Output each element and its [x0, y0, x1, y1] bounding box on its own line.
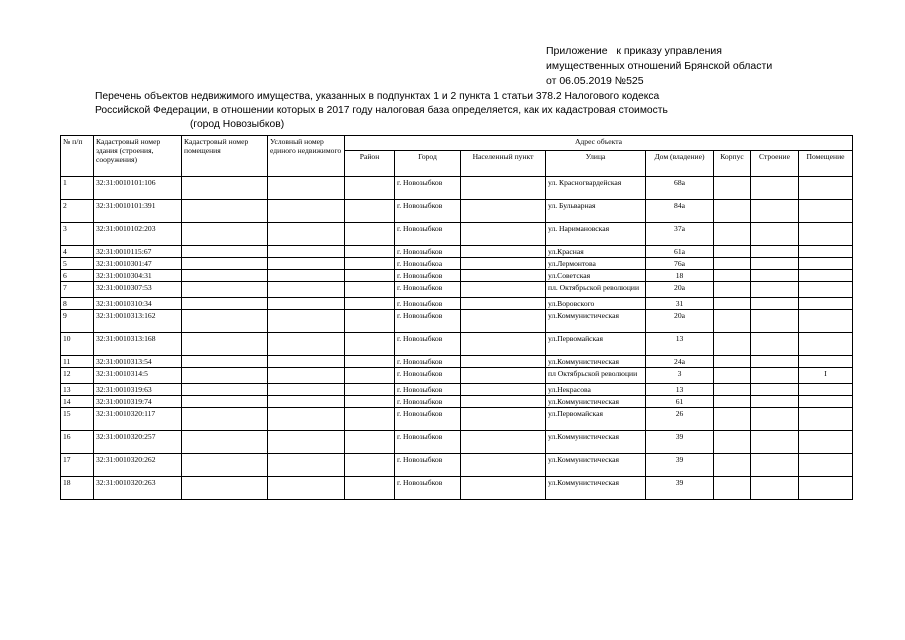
- cell-street: ул.Коммунистическая: [546, 356, 646, 368]
- cell-house: 39: [646, 477, 714, 500]
- cell-room: [799, 477, 853, 500]
- table-row: [61, 396, 853, 408]
- cell-building: [751, 477, 799, 500]
- cell-building: [751, 333, 799, 356]
- cell-street: ул.Коммунистическая: [546, 431, 646, 454]
- cell-cond-number: [268, 258, 345, 270]
- cell-district: [345, 356, 395, 368]
- cell-cad-room: [182, 356, 268, 368]
- table-row: [61, 298, 853, 310]
- cell-street: ул.Коммунистическая: [546, 310, 646, 333]
- cell-house: 20а: [646, 282, 714, 298]
- table-row: [61, 200, 853, 223]
- appendix-line-3: от 06.05.2019 №525: [546, 75, 644, 87]
- table-row: [61, 282, 853, 298]
- cell-num: 17: [61, 454, 94, 477]
- cell-settlement: [461, 177, 546, 200]
- cell-street: ул.Коммунистическая: [546, 454, 646, 477]
- cell-cad-room: [182, 384, 268, 396]
- cell-cad-room: [182, 298, 268, 310]
- cell-city: г. Новозыбков: [395, 223, 461, 246]
- cell-cad-building: 32:31:0010115:67: [94, 246, 182, 258]
- cell-street: ул.Советская: [546, 270, 646, 282]
- table-body: [61, 177, 853, 500]
- cell-cad-building: 32:31:0010304:31: [94, 270, 182, 282]
- cell-house: 61а: [646, 246, 714, 258]
- table-row: [61, 333, 853, 356]
- cell-num: 13: [61, 384, 94, 396]
- cell-cond-number: [268, 408, 345, 431]
- cell-room: [799, 333, 853, 356]
- cell-cond-number: [268, 177, 345, 200]
- cell-cond-number: [268, 282, 345, 298]
- cell-house: 84а: [646, 200, 714, 223]
- cell-building: [751, 454, 799, 477]
- cell-room: [799, 223, 853, 246]
- header-korpus: Корпус: [714, 151, 751, 177]
- cell-house: 37а: [646, 223, 714, 246]
- cell-cond-number: [268, 396, 345, 408]
- cell-room: [799, 356, 853, 368]
- cell-district: [345, 246, 395, 258]
- cell-korpus: [714, 270, 751, 282]
- cell-district: [345, 310, 395, 333]
- cell-cad-room: [182, 454, 268, 477]
- header-cad-room: Кадастровый номер помещения: [182, 136, 268, 177]
- table-row: [61, 270, 853, 282]
- cell-cad-room: [182, 396, 268, 408]
- cell-cad-building: 32:31:0010313:162: [94, 310, 182, 333]
- cell-settlement: [461, 454, 546, 477]
- cell-district: [345, 223, 395, 246]
- cell-cond-number: [268, 200, 345, 223]
- cell-building: [751, 310, 799, 333]
- cell-cad-room: [182, 368, 268, 384]
- table-row: [61, 431, 853, 454]
- table-row: [61, 177, 853, 200]
- cell-cond-number: [268, 454, 345, 477]
- cell-district: [345, 368, 395, 384]
- cell-district: [345, 282, 395, 298]
- cell-district: [345, 431, 395, 454]
- cell-korpus: [714, 396, 751, 408]
- table-row: [61, 246, 853, 258]
- cell-num: 8: [61, 298, 94, 310]
- cell-house: 13: [646, 384, 714, 396]
- cell-house: 39: [646, 454, 714, 477]
- table-row: [61, 310, 853, 333]
- document-heading: [95, 90, 735, 132]
- cell-korpus: [714, 333, 751, 356]
- cell-city: г. Новозыбков: [395, 310, 461, 333]
- cell-city: г. Новозыбков: [395, 333, 461, 356]
- cell-cad-building: 32:31:0010101:106: [94, 177, 182, 200]
- cell-settlement: [461, 246, 546, 258]
- cell-cad-building: 32:31:0010101:391: [94, 200, 182, 223]
- appendix-note: [546, 44, 891, 89]
- cell-num: 7: [61, 282, 94, 298]
- header-cond-number: Условный номер единого недвижимого: [268, 136, 345, 177]
- cell-num: 15: [61, 408, 94, 431]
- cell-settlement: [461, 368, 546, 384]
- cell-room: [799, 384, 853, 396]
- appendix-line-1: Приложение к приказу управления: [546, 45, 722, 57]
- cell-num: 2: [61, 200, 94, 223]
- cell-building: [751, 298, 799, 310]
- cell-cond-number: [268, 310, 345, 333]
- header-room: Помещение: [799, 151, 853, 177]
- cell-room: [799, 431, 853, 454]
- header-cad-building: Кадастровый номер здания (строения, сооружения): [94, 136, 182, 177]
- cell-cad-room: [182, 477, 268, 500]
- cell-settlement: [461, 384, 546, 396]
- cell-cond-number: [268, 431, 345, 454]
- cell-korpus: [714, 298, 751, 310]
- cell-street: пл Октябрьской революции: [546, 368, 646, 384]
- cell-settlement: [461, 258, 546, 270]
- cell-cad-room: [182, 282, 268, 298]
- cell-house: 24а: [646, 356, 714, 368]
- table-row: [61, 258, 853, 270]
- cell-settlement: [461, 310, 546, 333]
- cell-street: ул.Некрасова: [546, 384, 646, 396]
- cell-cad-room: [182, 223, 268, 246]
- cell-cad-building: 32:31:0010320:263: [94, 477, 182, 500]
- cell-street: ул.Лермонтова: [546, 258, 646, 270]
- cell-cad-building: 32:31:0010313:168: [94, 333, 182, 356]
- table-row: [61, 384, 853, 396]
- cell-room: [799, 200, 853, 223]
- cell-num: 12: [61, 368, 94, 384]
- cell-settlement: [461, 356, 546, 368]
- cell-district: [345, 298, 395, 310]
- cell-cad-room: [182, 431, 268, 454]
- cell-house: 39: [646, 431, 714, 454]
- cell-room: [799, 396, 853, 408]
- cell-cad-building: 32:31:0010301:47: [94, 258, 182, 270]
- cell-building: [751, 356, 799, 368]
- cell-korpus: [714, 282, 751, 298]
- cell-cad-room: [182, 200, 268, 223]
- cell-cad-room: [182, 310, 268, 333]
- cell-city: г. Новозыбков: [395, 356, 461, 368]
- cell-cond-number: [268, 298, 345, 310]
- cell-street: ул.Воровского: [546, 298, 646, 310]
- cell-settlement: [461, 270, 546, 282]
- cell-cond-number: [268, 223, 345, 246]
- cell-street: ул.Первомайская: [546, 408, 646, 431]
- cell-city: г. Новозыбков: [395, 396, 461, 408]
- cell-street: пл. Октябрьской революции: [546, 282, 646, 298]
- header-street: Улица: [546, 151, 646, 177]
- appendix-line-2: имущественных отношений Брянской области: [546, 60, 773, 72]
- cell-korpus: [714, 408, 751, 431]
- cell-cad-building: 32:31:0010320:117: [94, 408, 182, 431]
- cell-room: [799, 258, 853, 270]
- cell-district: [345, 477, 395, 500]
- cell-cad-room: [182, 246, 268, 258]
- cell-building: [751, 223, 799, 246]
- cell-room: [799, 177, 853, 200]
- cell-settlement: [461, 396, 546, 408]
- cell-cad-building: 32:31:0010320:257: [94, 431, 182, 454]
- cell-room: [799, 454, 853, 477]
- cell-city: г. Новозыбков: [395, 177, 461, 200]
- header-district: Район: [345, 151, 395, 177]
- cell-house: 3: [646, 368, 714, 384]
- header-house: Дом (владение): [646, 151, 714, 177]
- cell-room: [799, 246, 853, 258]
- cell-cond-number: [268, 356, 345, 368]
- cell-city: г. Новозыбков: [395, 270, 461, 282]
- cell-korpus: [714, 431, 751, 454]
- cell-district: [345, 454, 395, 477]
- cell-city: г. Новозыбков: [395, 368, 461, 384]
- cell-room: [799, 282, 853, 298]
- property-table: [60, 135, 853, 500]
- cell-cond-number: [268, 384, 345, 396]
- cell-settlement: [461, 200, 546, 223]
- header-building: Строение: [751, 151, 799, 177]
- cell-settlement: [461, 477, 546, 500]
- cell-street: ул.Коммунистическая: [546, 477, 646, 500]
- cell-cad-building: 32:31:0010310:34: [94, 298, 182, 310]
- cell-district: [345, 270, 395, 282]
- table-row: [61, 454, 853, 477]
- table-row: [61, 368, 853, 384]
- header-address: Адрес объекта: [345, 136, 853, 151]
- cell-house: 61: [646, 396, 714, 408]
- cell-korpus: [714, 258, 751, 270]
- cell-street: ул. Наримановская: [546, 223, 646, 246]
- cell-city: г. Новозыбков: [395, 454, 461, 477]
- cell-house: 31: [646, 298, 714, 310]
- cell-settlement: [461, 282, 546, 298]
- cell-city: г. Новозыбков: [395, 200, 461, 223]
- cell-korpus: [714, 223, 751, 246]
- cell-cond-number: [268, 246, 345, 258]
- cell-cad-room: [182, 258, 268, 270]
- heading-line-3: (город Новозыбков): [190, 119, 285, 130]
- cell-street: ул. Красногвардейская: [546, 177, 646, 200]
- cell-building: [751, 384, 799, 396]
- cell-korpus: [714, 200, 751, 223]
- cell-korpus: [714, 177, 751, 200]
- cell-cond-number: [268, 368, 345, 384]
- cell-settlement: [461, 333, 546, 356]
- cell-city: г. Новозыбков: [395, 298, 461, 310]
- cell-district: [345, 200, 395, 223]
- cell-cad-room: [182, 333, 268, 356]
- cell-num: 3: [61, 223, 94, 246]
- cell-korpus: [714, 246, 751, 258]
- cell-street: ул. Бульварная: [546, 200, 646, 223]
- cell-room: [799, 408, 853, 431]
- cell-korpus: [714, 384, 751, 396]
- cell-num: 9: [61, 310, 94, 333]
- cell-house: 20а: [646, 310, 714, 333]
- cell-building: [751, 200, 799, 223]
- cell-cad-room: [182, 177, 268, 200]
- cell-street: ул.Коммунистическая: [546, 396, 646, 408]
- cell-cond-number: [268, 477, 345, 500]
- cell-num: 14: [61, 396, 94, 408]
- cell-district: [345, 384, 395, 396]
- header-settlement: Населенный пункт: [461, 151, 546, 177]
- table-row: [61, 408, 853, 431]
- cell-num: 1: [61, 177, 94, 200]
- cell-building: [751, 396, 799, 408]
- header-num: № п/п: [61, 136, 94, 177]
- table-row: [61, 477, 853, 500]
- cell-cad-building: 32:31:0010314:5: [94, 368, 182, 384]
- cell-district: [345, 396, 395, 408]
- cell-room: [799, 270, 853, 282]
- cell-num: 11: [61, 356, 94, 368]
- cell-city: г. Новозыбкоа: [395, 258, 461, 270]
- cell-cad-room: [182, 408, 268, 431]
- cell-building: [751, 431, 799, 454]
- cell-cad-building: 32:31:0010307:53: [94, 282, 182, 298]
- cell-cad-building: 32:31:0010102:203: [94, 223, 182, 246]
- cell-house: 68а: [646, 177, 714, 200]
- cell-city: г. Новозыбков: [395, 246, 461, 258]
- cell-num: 6: [61, 270, 94, 282]
- cell-street: ул.Первомайская: [546, 333, 646, 356]
- cell-cad-building: 32:31:0010319:63: [94, 384, 182, 396]
- table-row: [61, 223, 853, 246]
- cell-district: [345, 258, 395, 270]
- cell-room: [799, 298, 853, 310]
- cell-city: г. Новозыбков: [395, 282, 461, 298]
- cell-room: [799, 310, 853, 333]
- cell-house: 76а: [646, 258, 714, 270]
- cell-house: 18: [646, 270, 714, 282]
- cell-num: 10: [61, 333, 94, 356]
- cell-building: [751, 246, 799, 258]
- cell-street: ул.Красная: [546, 246, 646, 258]
- cell-cad-building: 32:31:0010319:74: [94, 396, 182, 408]
- cell-settlement: [461, 408, 546, 431]
- header-city: Город: [395, 151, 461, 177]
- cell-district: [345, 177, 395, 200]
- cell-cad-building: 32:31:0010313:54: [94, 356, 182, 368]
- cell-city: г. Новозыбков: [395, 477, 461, 500]
- cell-building: [751, 282, 799, 298]
- cell-num: 4: [61, 246, 94, 258]
- cell-korpus: [714, 368, 751, 384]
- cell-num: 16: [61, 431, 94, 454]
- cell-cad-building: 32:31:0010320:262: [94, 454, 182, 477]
- cell-building: [751, 270, 799, 282]
- cell-city: г. Новозыбков: [395, 431, 461, 454]
- cell-district: [345, 408, 395, 431]
- cell-korpus: [714, 477, 751, 500]
- cell-korpus: [714, 310, 751, 333]
- cell-settlement: [461, 223, 546, 246]
- cell-building: [751, 368, 799, 384]
- cell-cad-room: [182, 270, 268, 282]
- cell-building: [751, 258, 799, 270]
- cell-city: г. Новозыбков: [395, 384, 461, 396]
- cell-city: г. Новозыбков: [395, 408, 461, 431]
- cell-settlement: [461, 298, 546, 310]
- cell-korpus: [714, 454, 751, 477]
- cell-room: I: [799, 368, 853, 384]
- cell-korpus: [714, 356, 751, 368]
- cell-num: 5: [61, 258, 94, 270]
- cell-cond-number: [268, 270, 345, 282]
- table-row: [61, 356, 853, 368]
- heading-line-1: Перечень объектов недвижимого имущества, указанных в подпунктах 1 и 2 пункта 1 статьи 378.2 Налогового кодекса: [95, 91, 660, 102]
- cell-building: [751, 177, 799, 200]
- cell-num: 18: [61, 477, 94, 500]
- cell-house: 13: [646, 333, 714, 356]
- cell-settlement: [461, 431, 546, 454]
- cell-cond-number: [268, 333, 345, 356]
- cell-building: [751, 408, 799, 431]
- heading-line-2: Российской Федерации, в отношении которых в 2017 году налоговая база определяется, как их кадастровая стоимость: [95, 105, 668, 116]
- cell-house: 26: [646, 408, 714, 431]
- cell-district: [345, 333, 395, 356]
